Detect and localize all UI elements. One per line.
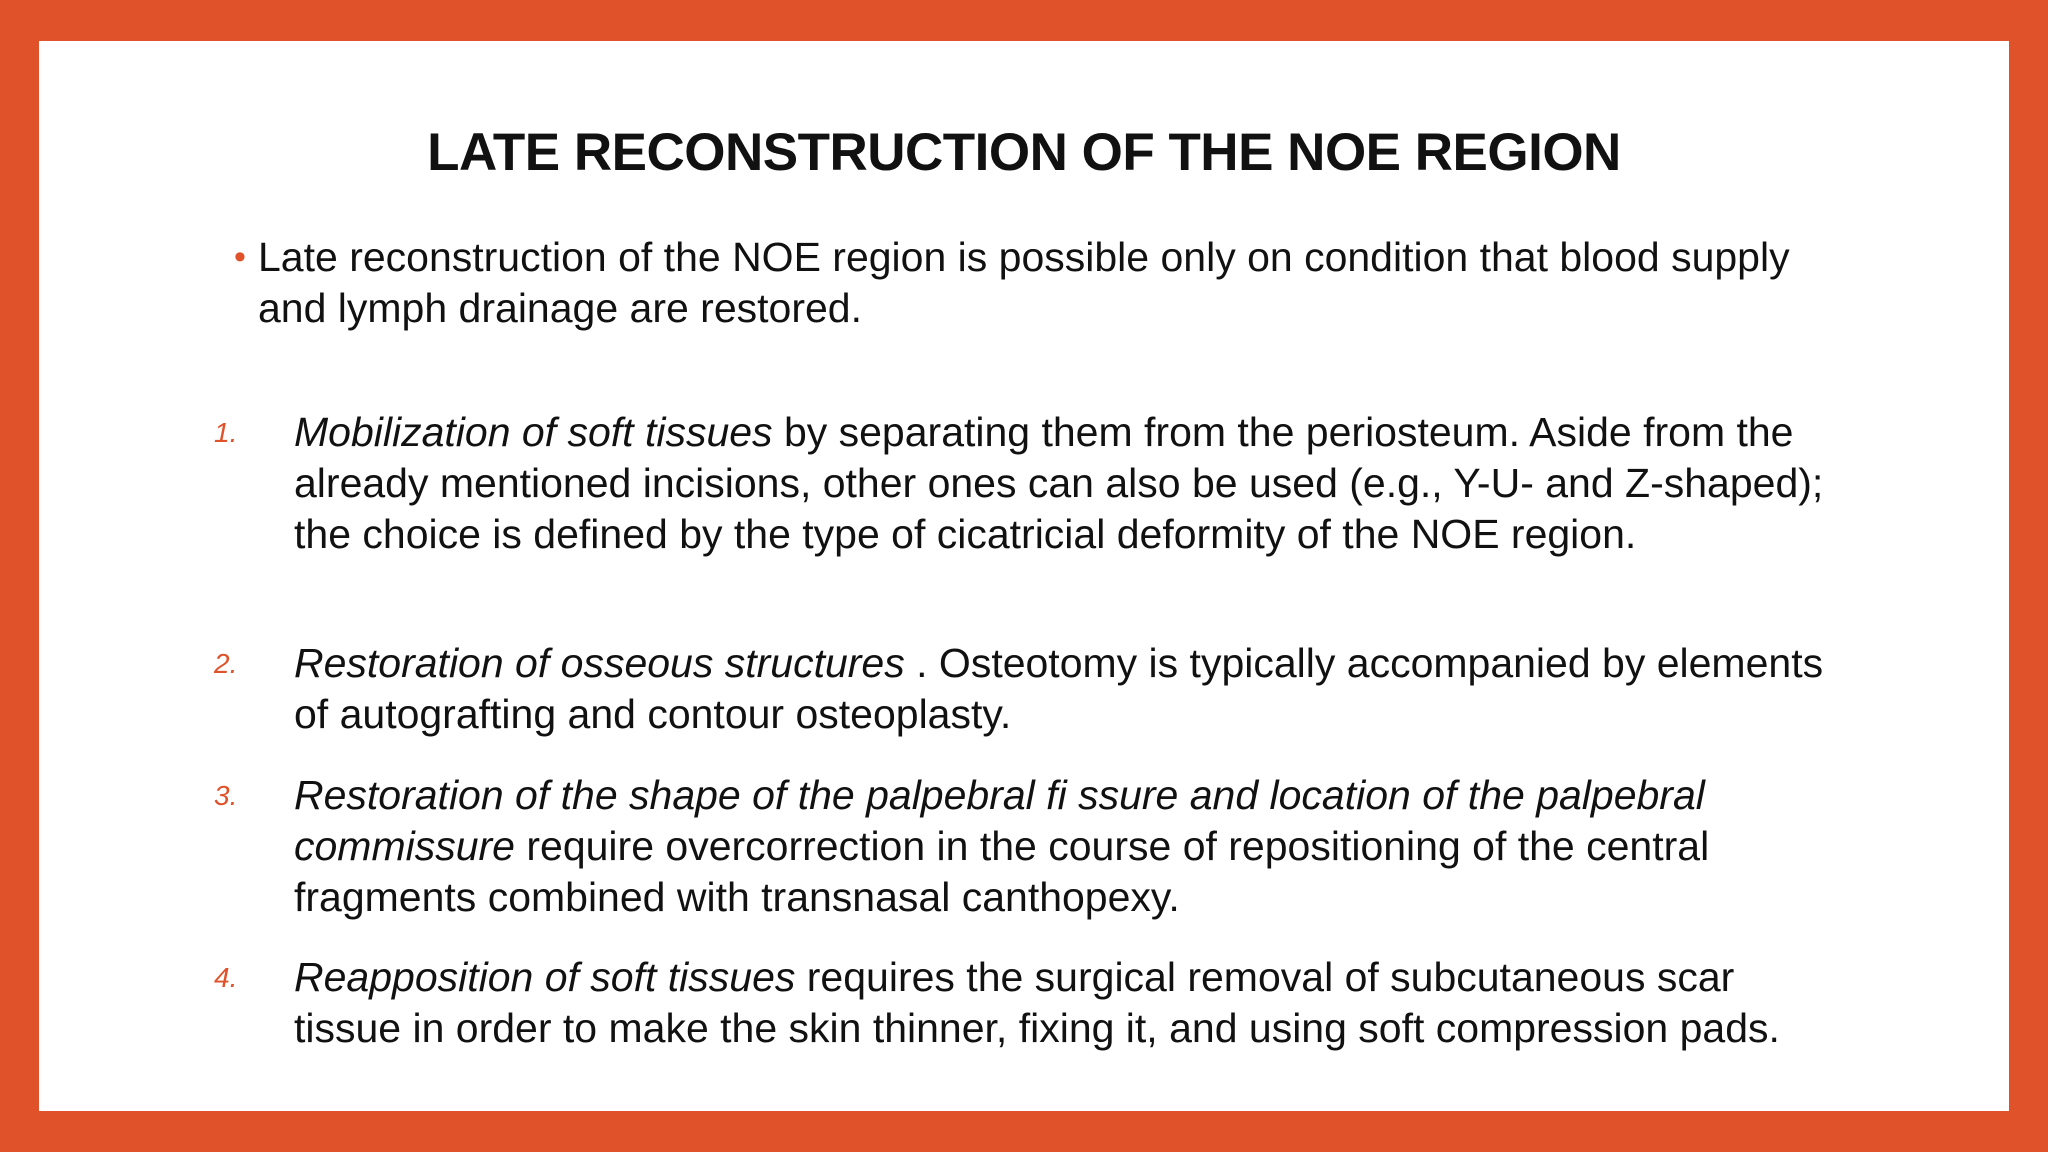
list-body-3: require overcorrection in the course of repositioning of the central fragments combined with transnasal canthopexy. bbox=[294, 823, 1710, 920]
slide-title: LATE RECONSTRUCTION OF THE NOE REGION bbox=[427, 123, 1621, 182]
list-number-4: 4. bbox=[214, 962, 238, 993]
list-emphasis-3: Restoration of the shape of the palpebral fi ssure and location of the palpebral commissure bbox=[294, 772, 1705, 869]
list-text-1 bbox=[294, 407, 1834, 560]
list-emphasis-1: Mobilization of soft tissues bbox=[294, 409, 773, 455]
list-body-4: requires the surgical removal of subcutaneous scar tissue in order to make the skin thinner, fixing it, and using soft compression pads. bbox=[294, 954, 1780, 1051]
slide-content bbox=[39, 41, 2009, 1111]
list-text-2 bbox=[294, 638, 1834, 740]
list-number-2: 2. bbox=[214, 648, 238, 679]
bullet-marker: • bbox=[234, 238, 246, 276]
slide bbox=[39, 41, 2009, 1111]
bullet-text: Late reconstruction of the NOE region is possible only on condition that blood supply and lymph drainage are restored. bbox=[258, 234, 1790, 331]
list-text-4 bbox=[294, 952, 1834, 1054]
list-number-1: 1. bbox=[214, 417, 238, 448]
list-body-2: . Osteotomy is typically accompanied by elements of autografting and contour osteoplasty. bbox=[294, 640, 1824, 737]
list-body-1: by separating them from the periosteum. Aside from the already mentioned incisions, other ones can also be used (e.g., Y-U- and Z-shaped); the choice is defined by the type of cicatricial deformity of the NOE region. bbox=[294, 409, 1824, 557]
list-emphasis-2: Restoration of osseous structures bbox=[294, 640, 905, 686]
list-emphasis-4: Reapposition of soft tissues bbox=[294, 954, 796, 1000]
list-text-3 bbox=[294, 770, 1834, 923]
list-number-3: 3. bbox=[214, 780, 238, 811]
